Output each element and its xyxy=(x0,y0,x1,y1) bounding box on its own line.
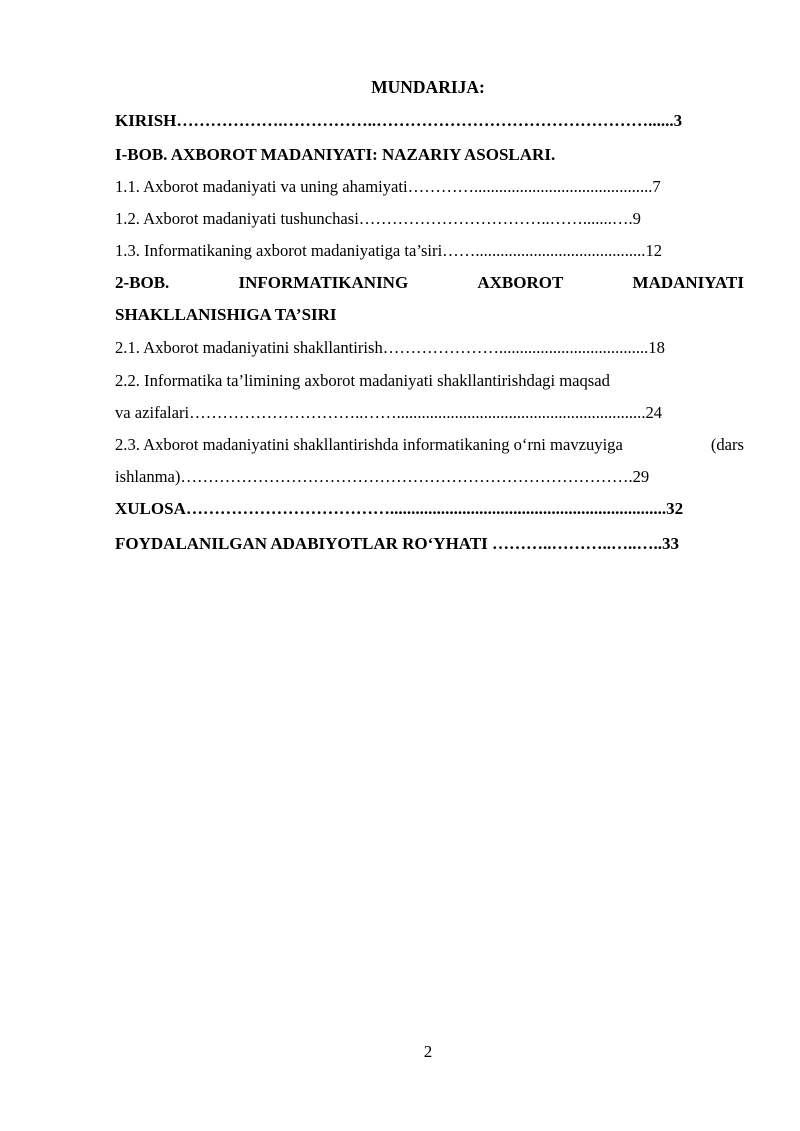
toc-entry-2-1: 2.1. Axborot madaniyatini shakllantirish…………………....................................18 xyxy=(115,338,665,357)
toc-title: MUNDARIJA: xyxy=(371,77,485,97)
toc-entry-1-3: 1.3. Informatikaning axborot madaniyatiga ta’siri…….........................................12 xyxy=(115,241,663,260)
toc-chapter-2-word: INFORMATIKANING xyxy=(238,273,409,292)
toc-chapter-2-heading-line-2: SHAKLLANISHIGA TA’SIRI xyxy=(115,305,337,324)
page-number: 2 xyxy=(423,1042,433,1061)
toc-entry-1-2: 1.2. Axborot madaniyati tushunchasi……………………………..…….......….9 xyxy=(115,209,641,228)
toc-chapter-2-word: 2-BOB. xyxy=(115,273,170,292)
toc-chapter-1-heading: I-BOB. AXBOROT MADANIYATI: NAZARIY ASOSLARI. xyxy=(115,145,556,164)
toc-entry-2-2-line-1: 2.2. Informatika ta’limining axborot madaniyati shakllantirishdagi maqsad xyxy=(115,371,610,390)
toc-entry-2-3-text: 2.3. Axborot madaniyatini shakllantirishda informatikaning o‘rni mavzuyiga xyxy=(115,435,623,454)
toc-entry-kirish: KIRISH……………….……………..…………………………………………......3 xyxy=(115,111,683,130)
toc-entry-2-2-line-2: va azifalari…………………………..……............................................................24 xyxy=(115,403,663,422)
toc-entry-xulosa: XULOSA……………………………….................................................................32 xyxy=(115,499,684,518)
toc-chapter-2-word: AXBOROT xyxy=(477,273,564,292)
toc-chapter-2-heading-line-1 xyxy=(115,272,744,294)
toc-chapter-2-word: MADANIYATI xyxy=(632,273,744,292)
toc-entry-2-3-line-1 xyxy=(115,434,744,456)
toc-entry-1-1: 1.1. Axborot madaniyati va uning ahamiyati…………...........................................7 xyxy=(115,177,661,196)
toc-entry-references: FOYDALANILGAN ADABIYOTLAR RO‘YHATI ………..………..…..…..33 xyxy=(115,534,680,553)
toc-entry-2-3-text-end: (dars xyxy=(710,435,744,454)
toc-entry-2-3-line-2: ishlanma)……………………………………………………………………….29 xyxy=(115,467,650,486)
